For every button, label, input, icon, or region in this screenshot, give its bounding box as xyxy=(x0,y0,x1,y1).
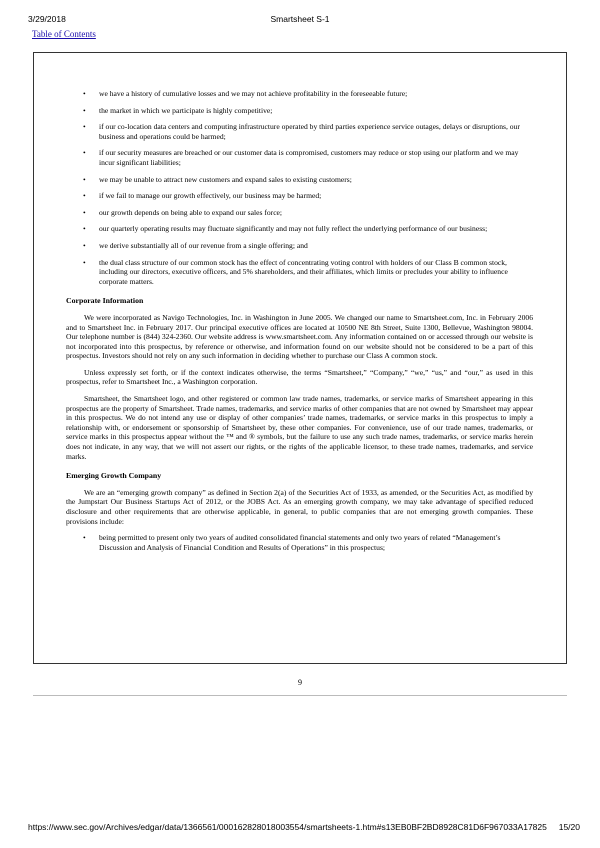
bullet-text: the dual class structure of our common stock has the effect of concentrating voting control with holders of our Class B common stock, including our directors, executive officers, and 5% shareholders, and their affiliates, which limits or precludes your ability to influence corporate matters. xyxy=(99,257,508,286)
list-item xyxy=(66,148,533,167)
bullet-text: our growth depends on being able to expand our sales force; xyxy=(99,207,283,217)
corporate-information-heading: Corporate Information xyxy=(66,296,144,306)
bullet-icon: • xyxy=(83,207,86,217)
bullet-icon: • xyxy=(83,533,86,543)
list-item xyxy=(66,89,533,99)
print-date: 3/29/2018 xyxy=(28,14,66,24)
bullet-text: we derive substantially all of our revenue from a single offering; and xyxy=(99,240,308,250)
divider xyxy=(33,695,567,696)
bullet-text: if our co-location data centers and computing infrastructure operated by third parties experience service outages, delays or disruptions, our business and operations could be harmed; xyxy=(99,122,520,141)
risk-factors-list xyxy=(66,89,533,286)
bullet-icon: • xyxy=(83,191,86,201)
bullet-icon: • xyxy=(83,257,86,267)
list-item xyxy=(66,224,533,234)
bullet-text: if our security measures are breached or our customer data is compromised, customers may reduce or stop using our platform and we may incur significant liabilities; xyxy=(99,148,519,167)
bullet-icon: • xyxy=(83,148,86,158)
egc-paragraph: We are an “emerging growth company” as defined in Section 2(a) of the Securities Act of 1933, as amended, or the Securities Act, as modified by the Jumpstart Our Business Startups Act of 2012, or the JOBS Act. As an emerging growth company, we may take advantage of specified reduced disclosure and other requirements that are otherwise applicable, in general, to public companies that are not emerging growth companies. These provisions include: xyxy=(66,487,533,526)
list-item xyxy=(66,106,533,116)
page-content xyxy=(66,89,533,559)
corporate-paragraph: Smartsheet, the Smartsheet logo, and other registered or common law trade names, trademarks, or service marks of Smartsheet appearing in this prospectus are the property of Smartsheet. Trade names, trademarks, and service marks of other companies that are not owned by Smartsheet may appear in this prospectus. We do not intend any use or display of other companies’ trade names, trademarks, or service marks in this prospectus to imply a relationship with, or endorsement or sponsorship of Smartsheet by, these other companies. For convenience, use of our trade names, trademarks, or service marks in this prospectus appear without the ™ and ® symbols, but the failure to use any such trade names, trademarks, or service marks herein does not indicate, in any way, that we will not assert our rights, or the rights of the applicable licensor, to these trade names, trademarks, and service marks. xyxy=(66,394,533,461)
bullet-icon: • xyxy=(83,174,86,184)
bullet-text: we have a history of cumulative losses and we may not achieve profitability in the foreseeable future; xyxy=(99,89,408,98)
source-url: https://www.sec.gov/Archives/edgar/data/1366561/000162828018003554/smartsheets-1.htm#s13EB0BF2BD8928C81D6F967033A17825 xyxy=(28,822,547,832)
egc-provisions-list xyxy=(66,533,533,552)
corporate-paragraph: We were incorporated as Navigo Technologies, Inc. in Washington in June 2005. We changed our name to Smartsheet.com, Inc. in February 2006 and to Smartsheet Inc. in February 2017. Our principal executive offices are located at 10500 NE 8th Street, Suite 1300, Bellevue, Washington 98004. Our telephone number is (844) 324-2360. Our website address is www.smartsheet.com. Any information contained on or accessed through our website is not incorporated into this prospectus, by reference or otherwise, and information found on our website should not be considered to be a part of this prospectus. Investors should not rely on any such information in deciding whether to purchase our Class A common stock. xyxy=(66,312,533,361)
bullet-text: if we fail to manage our growth effectively, our business may be harmed; xyxy=(99,191,322,201)
list-item xyxy=(66,122,533,141)
document-title: Smartsheet S-1 xyxy=(270,14,330,24)
bullet-text: our quarterly operating results may fluctuate significantly and may not fully reflect the underlying performance of our business; xyxy=(99,224,488,234)
bullet-icon: • xyxy=(83,105,86,115)
print-page-count: 15/20 xyxy=(558,822,580,832)
bullet-icon: • xyxy=(83,240,86,250)
bullet-text: being permitted to present only two years of audited consolidated financial statements and only two years of related “Management’s Discussion and Analysis of Financial Condition and Results of Operations” in this prospectus; xyxy=(99,533,501,552)
bullet-icon: • xyxy=(83,89,86,98)
bullet-icon: • xyxy=(83,224,86,234)
table-of-contents-link[interactable]: Table of Contents xyxy=(32,29,96,39)
emerging-growth-heading: Emerging Growth Company xyxy=(66,471,162,481)
bullet-text: the market in which we participate is highly competitive; xyxy=(99,105,273,115)
list-item xyxy=(66,175,533,185)
corporate-paragraph: Unless expressly set forth, or if the context indicates otherwise, the terms “Smartsheet,” “Company,” “we,” “us,” and “our,” as used in this prospectus, refer to Smartsheet Inc., a Washington corporation. xyxy=(66,367,533,387)
bullet-icon: • xyxy=(83,122,86,132)
list-item xyxy=(66,533,533,552)
list-item xyxy=(66,241,533,251)
bullet-text: we may be unable to attract new customers and expand sales to existing customers; xyxy=(99,174,352,184)
list-item xyxy=(66,208,533,218)
list-item xyxy=(66,191,533,201)
list-item xyxy=(66,258,533,287)
page-number: 9 xyxy=(298,678,302,687)
